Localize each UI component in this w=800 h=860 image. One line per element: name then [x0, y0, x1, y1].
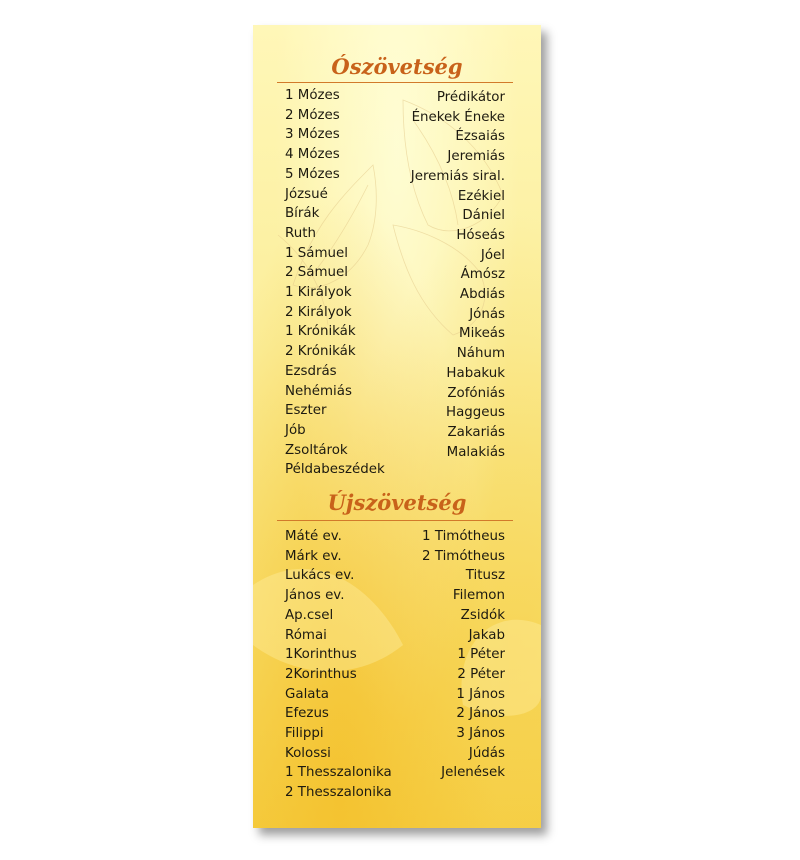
- book-item: 1 Thesszalonika: [285, 765, 392, 781]
- book-item: 2 Mózes: [285, 107, 340, 123]
- old-testament-list-left: [285, 86, 385, 480]
- book-item: Jób: [285, 422, 306, 438]
- book-item: Titusz: [465, 568, 505, 584]
- book-item: 1 Királyok: [285, 285, 352, 301]
- book-item: Ézsaiás: [455, 129, 505, 145]
- book-item: Dániel: [462, 208, 505, 224]
- book-item: Jakab: [468, 627, 505, 643]
- new-testament-title: Újszövetség: [327, 490, 467, 515]
- book-item: Római: [285, 627, 327, 643]
- book-item: Hóseás: [456, 227, 505, 243]
- book-item: Zsoltárok: [285, 442, 348, 458]
- book-item: Zsidók: [460, 607, 505, 623]
- book-item: 5 Mózes: [285, 166, 340, 182]
- book-item: 2 Királyok: [285, 304, 352, 320]
- book-item: Jelenések: [441, 765, 505, 781]
- old-testament-list-right: [411, 88, 505, 462]
- book-item: Haggeus: [446, 405, 505, 421]
- book-item: Ruth: [285, 225, 316, 241]
- book-item: Ezsdrás: [285, 363, 337, 379]
- book-item: Efezus: [285, 706, 329, 722]
- book-item: Bírák: [285, 206, 320, 222]
- book-item: 2 Péter: [457, 666, 505, 682]
- book-item: 1 Péter: [457, 647, 505, 663]
- book-item: Példabeszédek: [285, 462, 385, 478]
- book-item: Júdás: [468, 745, 505, 761]
- book-item: 1 Mózes: [285, 88, 340, 103]
- book-item: János ev.: [285, 588, 345, 604]
- book-item: 2 Thesszalonika: [285, 785, 392, 801]
- new-testament-rule: [277, 520, 513, 521]
- book-item: Jóel: [480, 247, 505, 263]
- book-item: 4 Mózes: [285, 147, 340, 163]
- book-item: Zakariás: [447, 424, 505, 440]
- book-item: Mikeás: [459, 326, 505, 342]
- book-item: 2 János: [456, 706, 505, 722]
- book-item: Máté ev.: [285, 529, 342, 544]
- book-item: 2 Timótheus: [422, 548, 505, 564]
- book-item: Eszter: [285, 403, 327, 419]
- book-item: 3 Mózes: [285, 127, 340, 143]
- book-item: Jeremiás siral.: [410, 168, 505, 184]
- book-item: Jónás: [469, 306, 505, 322]
- old-testament-title: Ószövetség: [331, 54, 463, 79]
- old-testament-rule: [277, 82, 513, 83]
- book-item: 1 Krónikák: [285, 324, 356, 340]
- book-item: Márk ev.: [285, 548, 342, 564]
- book-item: Filemon: [452, 588, 505, 604]
- book-item: Ap.csel: [285, 607, 334, 623]
- book-item: 2Korinthus: [285, 666, 357, 682]
- bookmark-card: [253, 25, 541, 828]
- book-item: 2 Krónikák: [285, 344, 356, 360]
- book-item: Ezékiel: [457, 188, 505, 204]
- book-item: Náhum: [456, 346, 505, 362]
- book-item: Jeremiás: [447, 149, 505, 165]
- book-item: Ámósz: [460, 267, 505, 283]
- new-testament-list-right: [422, 527, 505, 783]
- book-item: 1 Timótheus: [422, 529, 505, 544]
- book-item: Filippi: [285, 726, 324, 742]
- book-item: Kolossi: [285, 745, 331, 761]
- book-item: Zofóniás: [447, 385, 505, 401]
- book-item: 1 János: [456, 686, 505, 702]
- book-item: Habakuk: [446, 365, 505, 381]
- book-item: 1 Sámuel: [285, 245, 348, 261]
- book-item: 2 Sámuel: [285, 265, 348, 281]
- book-item: Nehémiás: [285, 383, 352, 399]
- book-item: Malakiás: [446, 444, 505, 460]
- book-item: Prédikátor: [436, 90, 505, 105]
- book-item: Abdiás: [459, 287, 505, 303]
- book-item: 1Korinthus: [285, 647, 357, 663]
- book-item: Énekek Éneke: [411, 109, 505, 125]
- new-testament-list-left: [285, 527, 392, 803]
- book-item: 3 János: [456, 726, 505, 742]
- book-item: Józsué: [285, 186, 328, 202]
- book-item: Lukács ev.: [285, 568, 355, 584]
- book-item: Galata: [285, 686, 329, 702]
